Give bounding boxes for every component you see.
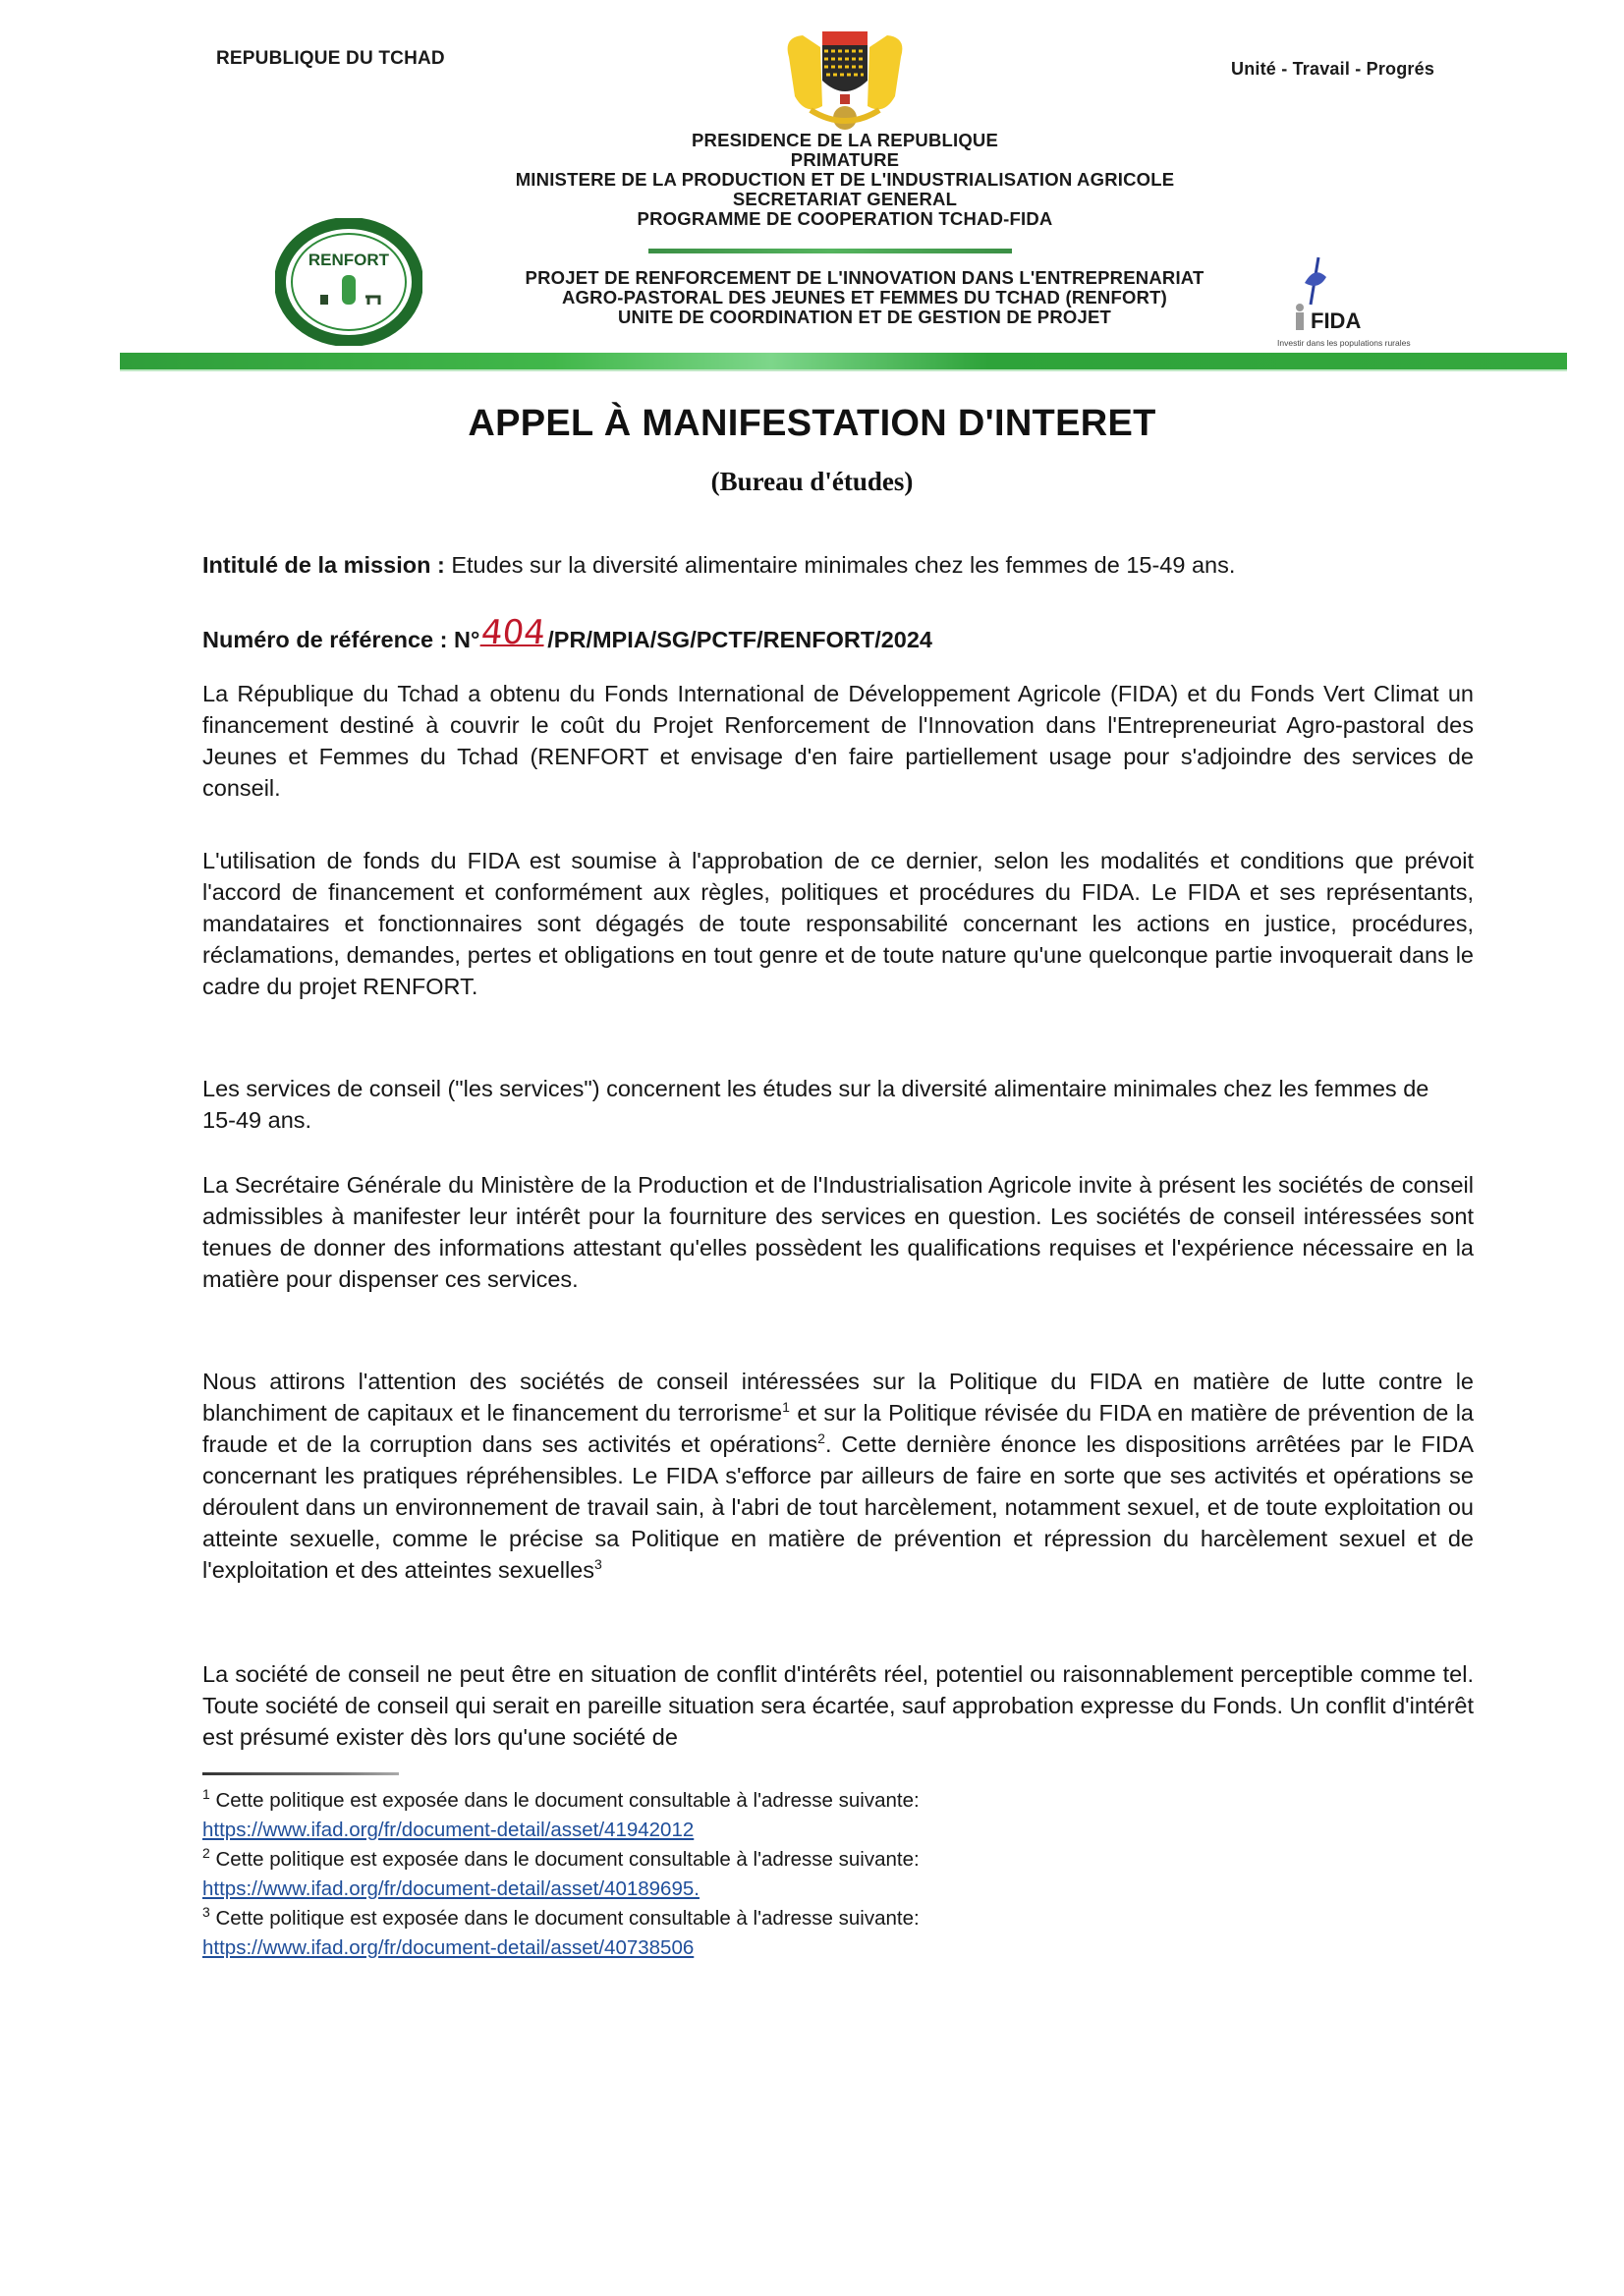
footnote-link[interactable]: https://www.ifad.org/fr/document-detail/asset/40189695. (202, 1877, 700, 1900)
project-line-1: PROJET DE RENFORCEMENT DE L'INNOVATION DANS L'ENTREPRENARIAT (525, 267, 1204, 288)
footnote-number: 3 (202, 1904, 210, 1921)
institution-secretariat: SECRETARIAT GENERAL (732, 189, 958, 209)
fida-logo-text: FIDA (1311, 308, 1362, 333)
document-title: APPEL À MANIFESTATION D'INTERET (468, 403, 1156, 444)
institution-programme: PROGRAMME DE COOPERATION TCHAD-FIDA (637, 208, 1053, 229)
project-line-3: UNITE DE COORDINATION ET DE GESTION DE PROJET (617, 307, 1112, 327)
footnote-number: 2 (202, 1845, 210, 1862)
fida-figure-icon (1291, 303, 1309, 332)
fida-emblem-icon (1297, 255, 1336, 307)
document-subtitle: (Bureau d'études) (710, 467, 914, 496)
footnote-1 (202, 1786, 1185, 1845)
coat-of-arms-icon (781, 18, 909, 134)
project-line-2: AGRO-PASTORAL DES JEUNES ET FEMMES DU TCHAD (RENFORT) (562, 287, 1167, 308)
footnote-number: 1 (202, 1786, 210, 1803)
footnote-text: Cette politique est exposée dans le document consultable à l'adresse suivante: (215, 1789, 920, 1812)
footnote-link[interactable]: https://www.ifad.org/fr/document-detail/asset/41942012 (202, 1819, 695, 1841)
renfort-logo (275, 218, 422, 346)
institution-primature: PRIMATURE (790, 149, 900, 170)
header-green-bar (120, 353, 1567, 371)
reference-line (202, 613, 1474, 656)
paragraph-fida-approval: L'utilisation de fonds du FIDA est soumise à l'approbation de ce dernier, selon les modalités et conditions que prévoit l'accord de financement et conformément aux règles, politiques et procédures du FIDA. Le FIDA et ses représentants, mandataires et fonctionnaires sont dégagés de toute responsabilité concernant les actions en justice, procédures, réclamations, demandes, pertes et obligations en tout genre et de toute nature qu'une quelconque partie invoquerait dans le cadre du projet RENFORT. (202, 848, 1474, 999)
footnote-text: Cette politique est exposée dans le document consultable à l'adresse suivante: (215, 1907, 920, 1930)
renfort-logo-text: RENFORT (308, 251, 390, 269)
policies-text-2: et sur la Politique révisée du FIDA en matière de prévention de la fraude et de la corruption dans ses activités et opérations (202, 1400, 1475, 1457)
reference-label: Numéro de référence : N° (202, 627, 480, 652)
national-motto: Unité - Travail - Progrés (1231, 59, 1435, 79)
paragraph-financing: La République du Tchad a obtenu du Fonds International de Développement Agricole (FIDA) et du Fonds Vert Climat un financement destiné à couvrir le coût du Projet Renforcement de l'Innovation dans l'Entrepreneuriat Agro-pastoral des Jeunes et Femmes du Tchad (RENFORT et envisage d'en faire partiellement usage pour s'adjoindre des services de conseil. (202, 681, 1474, 801)
handwritten-reference-number: 404 (479, 613, 548, 652)
footnote-ref-1[interactable]: 1 (782, 1399, 790, 1416)
mission-line (202, 552, 1474, 579)
paragraph-invitation: La Secrétaire Générale du Ministère de la Production et de l'Industrialisation Agricole invite à présent les sociétés de conseil admissibles à manifester leur intérêt pour la fourniture des services en question. Les sociétés de conseil intéressées sont tenues de donner des informations attestant qu'elles possèdent les qualifications requises et l'expérience nécessaire en la matière pour dispenser ces services. (202, 1172, 1474, 1292)
paragraph-services: Les services de conseil ("les services") concernent les études sur la diversité alimentaire minimales chez les femmes de 15-49 ans. (202, 1076, 1429, 1133)
footnote-text: Cette politique est exposée dans le document consultable à l'adresse suivante: (215, 1848, 920, 1871)
footnote-ref-2[interactable]: 2 (817, 1430, 825, 1447)
paragraph-conflict-of-interest: La société de conseil ne peut être en situation de conflit d'intérêts réel, potentiel ou raisonnablement perceptible comme tel. Toute société de conseil qui serait en pareille situation sera écartée, sauf approbation expresse du Fonds. Un conflit d'intérêt est présumé exister dès lors qu'une société de (202, 1661, 1474, 1750)
mission-label: Intitulé de la mission : (202, 552, 445, 578)
policies-text-1: Nous attirons l'attention des sociétés de conseil intéressées sur la Politique du FIDA en matière de lutte contre le blanchiment de capitaux et le financement du terrorisme (202, 1369, 1474, 1426)
footnote-ref-3[interactable]: 3 (594, 1556, 602, 1573)
policies-text-3: . Cette dernière énonce les dispositions arrêtées par le FIDA concernant les pratiques répréhensibles. Le FIDA s'efforce par ailleurs de faire en sorte que ses activités et opérations se déroulent dans un environnement de travail sain, à l'abri de tout harcèlement, notamment sexuel, et de toute exploitation ou atteinte sexuelle, comme le précise sa Politique en matière de prévention et répression du harcèlement sexuel et de l'exploitation et des atteintes sexuelles (202, 1431, 1474, 1583)
header-divider (648, 249, 1012, 253)
country-name: REPUBLIQUE DU TCHAD (216, 48, 445, 69)
footnote-3 (202, 1904, 1185, 1963)
fida-logo (1277, 255, 1493, 354)
paragraph-fida-policies (202, 1366, 1474, 1586)
footnote-link[interactable]: https://www.ifad.org/fr/document-detail/asset/40738506 (202, 1936, 695, 1959)
institution-ministere: MINISTERE DE LA PRODUCTION ET DE L'INDUSTRIALISATION AGRICOLE (515, 169, 1175, 190)
institution-presidence: PRESIDENCE DE LA REPUBLIQUE (691, 130, 999, 150)
footnote-2 (202, 1845, 1185, 1904)
reference-suffix: /PR/MPIA/SG/PCTF/RENFORT/2024 (547, 627, 932, 652)
fida-tagline: Investir dans les populations rurales (1277, 338, 1411, 348)
footnote-separator (202, 1772, 399, 1775)
renfort-emblem-icon (275, 218, 422, 346)
mission-value: Etudes sur la diversité alimentaire minimales chez les femmes de 15-49 ans. (451, 552, 1236, 578)
